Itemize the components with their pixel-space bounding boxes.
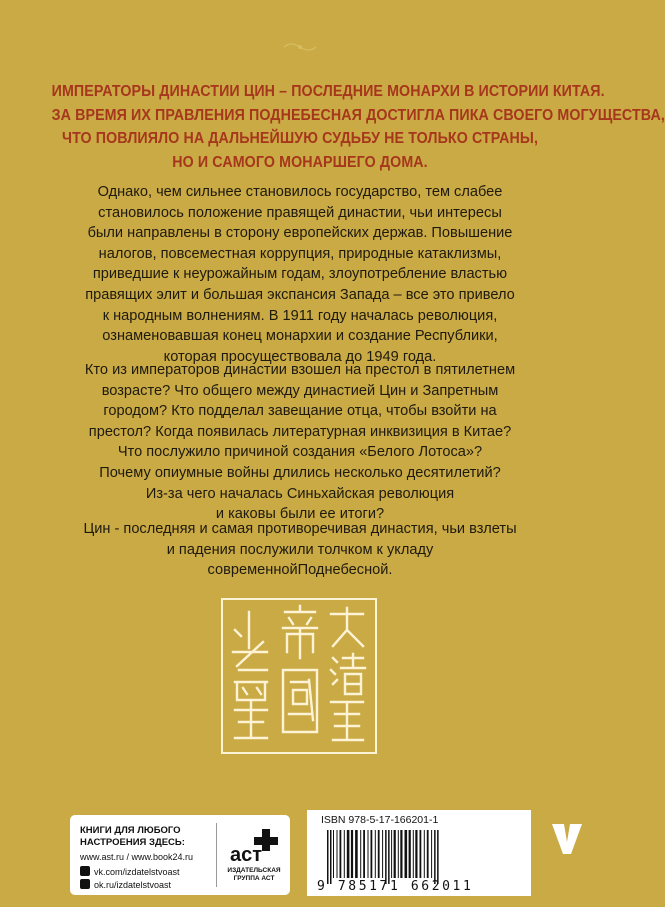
paragraph-questions	[40, 360, 560, 525]
barcode-bar	[337, 830, 338, 878]
text-line: правящих элит и большая экспансия Запада – все это привело	[85, 286, 515, 303]
barcode-bar	[398, 830, 399, 878]
text-line: Однако, чем сильнее становилось государство, тем слабее	[97, 184, 503, 200]
intro-text	[51, 80, 665, 174]
barcode-bar	[437, 830, 439, 884]
barcode-bar	[427, 830, 429, 878]
publisher-info-box	[70, 815, 290, 895]
info-title	[80, 825, 185, 849]
info-title-line: НАСТРОЕНИЯ ЗДЕСЬ:	[80, 837, 185, 848]
text-line: приведшие к неурожайным годам, злоупотребление властью	[92, 266, 508, 283]
barcode-bar	[382, 830, 383, 878]
barcode-box	[307, 810, 531, 896]
text-line: возрасте? Что общего между династией Цин и Запретным	[101, 382, 499, 399]
barcode-bar	[378, 830, 380, 878]
v-mark-logo-icon	[549, 820, 585, 858]
chinese-seal-stamp-icon	[221, 598, 377, 754]
text-line: которая просуществовала до 1949 года.	[163, 348, 437, 365]
text-line: Почему опиумные войны длились несколько десятилетий?	[99, 464, 501, 481]
barcode-bar	[333, 830, 334, 878]
intro-line: ИМПЕРАТОРЫ ДИНАСТИИ ЦИН – ПОСЛЕДНИЕ МОНАРХИ В ИСТОРИИ КИТАЯ.	[51, 83, 605, 100]
barcode-bar	[391, 830, 392, 878]
text-line: становилось положение правящей династии, чьи интересы	[98, 204, 502, 221]
seal-glyphs-icon	[223, 600, 374, 751]
text-line: Цин - последняя и самая противоречивая династия, чьи взлеты	[83, 521, 517, 537]
barcode-bar	[371, 830, 373, 878]
barcode-bar	[340, 830, 342, 878]
intro-line: ЗА ВРЕМЯ ИХ ПРАВЛЕНИЯ ПОДНЕБЕСНАЯ ДОСТИГЛА ПИКА СВОЕГО МОГУЩЕСТВА,	[51, 106, 665, 124]
text-line: Что послужило причиной создания «Белого Лотоса»?	[117, 444, 483, 461]
text-line: налогов, повсеместная коррупция, природные катаклизмы,	[98, 245, 502, 262]
barcode-bar	[409, 830, 411, 878]
ok-icon	[80, 879, 90, 889]
text-line: к народным волнениям. В 1911 году началась революция,	[102, 307, 498, 324]
info-title-line: КНИГИ ДЛЯ ЛЮБОГО	[80, 825, 181, 836]
ornament-icon	[282, 40, 318, 54]
text-line: и падения послужили толчком к укладу	[166, 541, 434, 558]
paragraph-conclusion	[40, 519, 560, 581]
isbn-text: ISBN 978-5-17-166201-1	[321, 814, 439, 826]
text-line: и каковы были ее итоги?	[215, 506, 385, 523]
barcode-bar	[344, 830, 345, 878]
barcode-bar	[394, 830, 396, 878]
intro-line: НО И САМОГО МОНАРШЕГО ДОМА.	[172, 153, 428, 171]
text-line: были направлены в сторону европейских держав. Повышение	[87, 225, 513, 242]
barcode-bar	[327, 830, 329, 884]
barcode-bar	[355, 830, 358, 878]
divider	[216, 823, 217, 887]
text-line: городом? Кто подделал завещание отца, чтобы взойти на	[103, 403, 497, 420]
barcode-bar	[413, 830, 414, 878]
ast-logo-text: аст	[230, 844, 263, 866]
text-line: Из-за чего началась Синьхайская революция	[145, 485, 455, 502]
vk-icon	[80, 866, 90, 876]
barcode-bar	[375, 830, 376, 878]
sites-link[interactable]: www.ast.ru / www.book24.ru	[80, 852, 194, 862]
barcode-bar	[360, 830, 361, 878]
barcode-bar	[434, 830, 436, 884]
text-line: Кто из императоров династии взошел на престол в пятилетнем	[84, 362, 516, 378]
barcode-bar	[388, 830, 390, 884]
text-line: современнойПоднебесной.	[207, 562, 393, 579]
publisher-name: ИЗДАТЕЛЬСКАЯ ГРУППА АСТ	[227, 867, 281, 882]
intro-line: ЧТО ПОВЛИЯЛО НА ДАЛЬНЕЙШУЮ СУДЬБУ НЕ ТОЛЬКО СТРАНЫ,	[61, 130, 539, 147]
barcode-bar	[363, 830, 365, 878]
barcode-bar	[431, 830, 432, 878]
barcode-bar	[405, 830, 408, 878]
paragraph-history	[40, 182, 560, 367]
barcode-bar	[420, 830, 422, 878]
barcode-bar	[347, 830, 350, 878]
ok-link-label: ok.ru/izdatelstvoast	[94, 880, 172, 890]
barcode-bar	[368, 830, 369, 878]
barcode-bar	[424, 830, 425, 878]
barcode-bar	[415, 830, 417, 878]
barcode-bar	[330, 830, 332, 884]
text-line: престол? Когда появилась литературная инквизиция в Китае?	[88, 423, 512, 440]
text-line: ознаменовавшая конец монархии и создание Республики,	[102, 328, 498, 345]
barcode-bar	[351, 830, 353, 878]
barcode-digits: 9 785171 662011	[317, 879, 474, 894]
vk-link-label: vk.com/izdatelstvoast	[94, 867, 180, 877]
barcode-bar	[385, 830, 387, 884]
vk-link[interactable]	[80, 866, 180, 877]
ok-link[interactable]	[80, 879, 171, 890]
barcode-bar	[400, 830, 402, 878]
